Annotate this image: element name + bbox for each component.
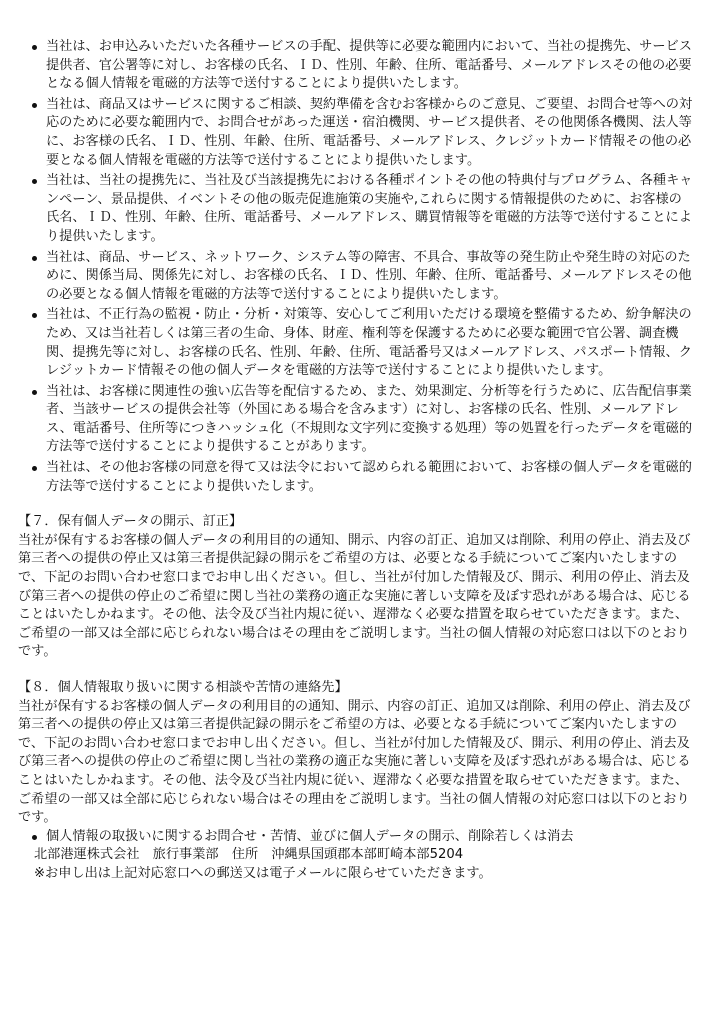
section-8-body: 当社が保有するお客様の個人データの利用目的の通知、開示、内容の訂正、追加又は削除、利用の停止、消去及び第三者への提供の停止又は第三者提供記録の開示をご希望の方は、必要となる手続についてご案内いたしますので、下記のお問い合わせ窓口までお申し出ください。但し、当社が付加した情報及び、開示、利用の停止、消去及び第三者への提供の停止のご希望に関し当社の業務の適正な実施に著しい支障を及ぼす恐れがある場合は、応じることはいたしかねます。その他、法令及び当社内規に従い、遅滞なく必要な措置を取らせていただきます。また、ご希望の一部又は全部に応じられない場合はその理由をご説明します。当社の個人情報の対応窓口は以下のとおりです。	[18, 698, 691, 826]
section-8	[18, 679, 694, 828]
provision-text: 当社は、その他お客様の同意を得て又は法令において認められる範囲において、お客様の個人データを電磁的方法等で送付することにより提供いたします。	[46, 460, 692, 494]
provision-item	[26, 96, 694, 170]
provision-text: 当社は、お客様に関連性の強い広告等を配信するため、また、効果測定、分析等を行うために、広告配信事業者、当該サービスの提供会社等（外国にある場合を含みます）に対し、お客様の氏名、性別、メールアドレス、電話番号、住所等につきハッシュ化（不規則な文字列に変換する処理）等の処置を行ったデータを電磁的方法等で送付することにより提供することがあります。	[46, 383, 693, 455]
contact-note: ※お申し出は上記対応窓口への郵送又は電子メールに限らせていただきます。	[34, 865, 492, 881]
provision-text: 当社は、お申込みいただいた各種サービスの手配、提供等に必要な範囲内において、当社の提携先、サービス提供者、官公署等に対し、お客様の氏名、ＩＤ、性別、年齢、住所、電話番号、メールアドレスその他の必要となる個人情報を電磁的方法等で送付することにより提供いたします。	[46, 39, 692, 92]
contact-list	[26, 828, 694, 884]
provision-item	[26, 38, 694, 94]
provision-item	[26, 383, 694, 457]
section-7-heading: 【７．保有個人データの開示、訂正】	[18, 514, 243, 530]
provision-text: 当社は、不正行為の監視・防止・分析・対策等、安心してご利用いただける環境を整備するため、紛争解決のため、又は当社若しくは第三者の生命、身体、財産、権利等を保護するために必要な範囲で官公署、調査機関、提携先等に対し、お客様の氏名、性別、年齢、住所、電話番号又はメールアドレス、パスポート情報、クレジットカード情報その他の個人データを電磁的方法等で送付することにより提供いたします。	[46, 307, 692, 379]
contact-title: 個人情報の取扱いに関するお問合せ・苦情、並びに個人データの開示、削除若しくは消去	[46, 828, 574, 844]
provision-text: 当社は、商品又はサービスに関するご相談、契約準備を含むお客様からのご意見、ご要望、お問合せ等への対応のために必要な範囲内で、お問合せがあった運送・宿泊機関、サービス提供者、その他関係各機関、法人等に、お客様の氏名、ＩＤ、性別、年齢、住所、電話番号、メールアドレス、クレジットカード情報その他の必要となる個人情報を電磁的方法等で送付することにより提供いたします。	[46, 96, 693, 168]
section-8-heading: 【８．個人情報取り扱いに関する相談や苦情の連絡先】	[18, 680, 348, 695]
provision-list	[26, 38, 694, 496]
section-7	[18, 513, 694, 662]
contact-item	[26, 828, 694, 884]
provision-text: 当社は、商品、サービス、ネットワーク、システム等の障害、不具合、事故等の発生防止や発生時の対応のために、関係当局、関係先に対し、お客様の氏名、ＩＤ、性別、年齢、住所、電話番号、メールアドレスその他の必要となる個人情報を電磁的方法等で送付することにより提供いたします。	[46, 249, 692, 302]
provision-item	[26, 306, 694, 380]
provision-text: 当社は、当社の提携先に、当社及び当該提携先における各種ポイントその他の特典付与プログラム、各種キャンペーン、景品提供、イベントその他の販売促進施策の実施や,これらに関する情報提供のために、お客様の氏名、ＩＤ、性別、年齢、住所、電話番号、メールアドレス、購買情報等を電磁的方法等で送付することにより提供いたします。	[46, 173, 693, 244]
provision-item	[26, 172, 694, 246]
section-7-body: 当社が保有するお客様の個人データの利用目的の通知、開示、内容の訂正、追加又は削除、利用の停止、消去及び第三者への提供の停止又は第三者提供記録の開示をご希望の方は、必要となる手続についてご案内いたしますので、下記のお問い合わせ窓口までお申し出ください。但し、当社が付加した情報及び、開示、利用の停止、消去及び第三者への提供の停止のご希望に関し当社の業務の適正な実施に著しい支障を及ぼす恐れがある場合は、応じることはいたしかねます。その他、法令及び当社内規に従い、遅滞なく必要な措置を取らせていただきます。また、ご希望の一部又は全部に応じられない場合はその理由をご説明します。当社の個人情報の対応窓口は以下のとおりです。	[18, 532, 691, 660]
provision-item	[26, 249, 694, 305]
contact-address: 北部港運株式会社 旅行事業部 住所 沖縄県国頭郡本部町崎本部5204	[34, 847, 464, 863]
provision-item	[26, 459, 694, 496]
